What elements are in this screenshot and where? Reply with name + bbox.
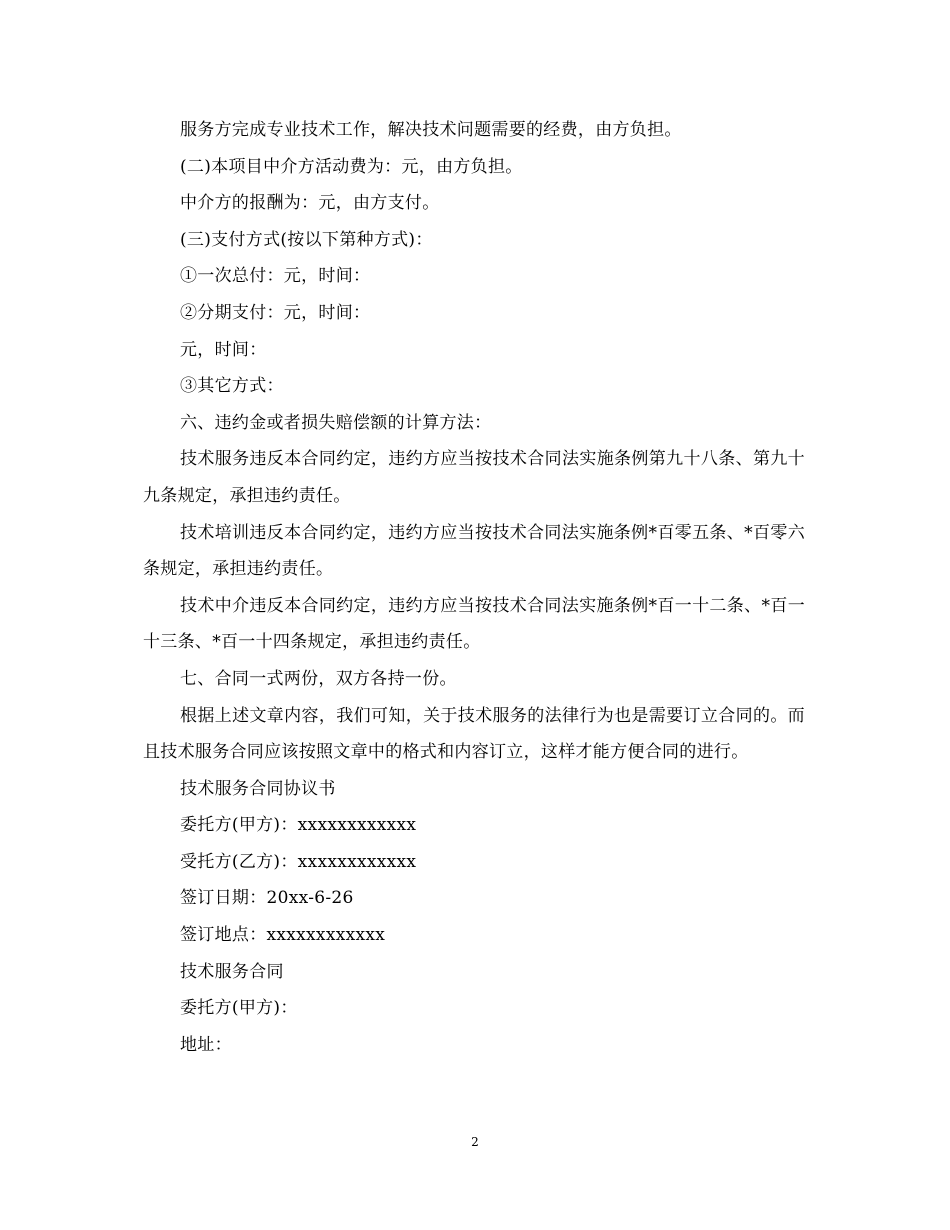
- field-client-party: 委托方(甲方)：xxxxxxxxxxxx: [180, 815, 417, 836]
- field-client-party-blank: 委托方(甲方)：: [180, 998, 298, 1019]
- paragraph-service-breach: 技术服务违反本合同约定，违约方应当按技术合同法实施条例第九十八条、第九十九条规定，承担违约责任。: [143, 449, 805, 506]
- agreement-title: 技术服务合同协议书: [180, 778, 336, 799]
- paragraph-training-breach: 技术培训违反本合同约定，违约方应当按技术合同法实施条例*百零五条、*百零六条规定，承担违约责任。: [143, 522, 805, 580]
- paragraph-installment-time: 元，时间：: [180, 339, 267, 360]
- paragraph-lump-sum: ①一次总付：元，时间：: [180, 266, 371, 287]
- paragraph-service-cost: 服务方完成专业技术工作，解决技术问题需要的经费，由方负担。: [180, 120, 682, 140]
- paragraph-intermediary-breach: 技术中介违反本合同约定，违约方应当按技术合同法实施条例*百一十二条、*百一十三条、*百一十四条规定，承担违约责任。: [143, 595, 805, 653]
- field-address: 地址：: [180, 1034, 232, 1055]
- page-number: 2: [471, 1135, 479, 1149]
- paragraph-intermediary-reward: 中介方的报酬为：元，由方支付。: [180, 193, 440, 214]
- section-heading-penalty: 六、违约金或者损失赔偿额的计算方法：: [180, 412, 492, 433]
- paragraph-intermediary-fee: (二)本项目中介方活动费为：元，由方负担。: [180, 156, 523, 177]
- field-contractor-party: 受托方(乙方)：xxxxxxxxxxxx: [180, 851, 417, 872]
- paragraph-summary: 根据上述文章内容，我们可知，关于技术服务的法律行为也是需要订立合同的。而且技术服务合同应该按照文章中的格式和内容订立，这样才能方便合同的进行。: [143, 705, 805, 763]
- paragraph-other-method: ③其它方式：: [180, 376, 284, 397]
- document-body: [143, 112, 805, 1063]
- paragraph-installment: ②分期支付：元，时间：: [180, 302, 371, 323]
- paragraph-payment-method: (三)支付方式(按以下第种方式)：: [180, 229, 433, 250]
- field-signing-date: 签订日期：20xx-6-26: [180, 888, 354, 909]
- field-signing-place: 签订地点：xxxxxxxxxxxx: [180, 925, 386, 946]
- contract-title: 技术服务合同: [180, 961, 284, 982]
- section-heading-copies: 七、合同一式两份，双方各持一份。: [180, 668, 457, 689]
